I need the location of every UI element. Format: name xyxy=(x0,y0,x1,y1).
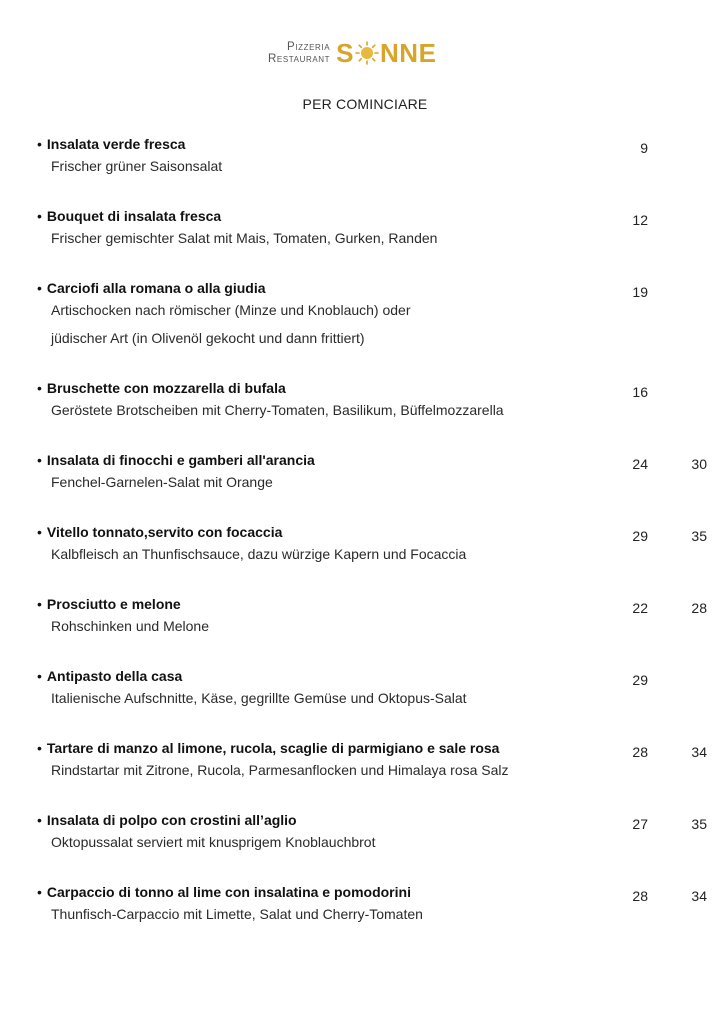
item-name: • Bouquet di insalata fresca xyxy=(37,208,717,224)
logo-line-pizzeria: Pizzeria xyxy=(287,41,331,53)
logo-line-restaurant: Restaurant xyxy=(268,53,331,65)
item-price-small: 19 xyxy=(632,284,648,300)
item-price-large: 30 xyxy=(691,456,707,472)
item-price-small: 28 xyxy=(632,744,648,760)
item-price-small: 27 xyxy=(632,816,648,832)
logo-brand xyxy=(336,38,436,69)
item-name: • Insalata di polpo con crostini all’aglio xyxy=(37,812,717,828)
item-description: Oktopussalat serviert mit knusprigem Knoblauchbrot xyxy=(51,834,376,850)
logo-subtitle xyxy=(268,41,330,65)
item-price-large: 35 xyxy=(691,816,707,832)
item-description: Frischer gemischter Salat mit Mais, Tomaten, Gurken, Randen xyxy=(51,230,438,246)
item-price-small: 12 xyxy=(632,212,648,228)
item-price-small: 28 xyxy=(632,888,648,904)
item-description: Fenchel-Garnelen-Salat mit Orange xyxy=(51,474,273,490)
item-name: • Insalata verde fresca xyxy=(37,136,717,152)
item-description: Italienische Aufschnitte, Käse, gegrillte Gemüse und Oktopus-Salat xyxy=(51,690,467,706)
item-price-small: 24 xyxy=(632,456,648,472)
item-name: • Antipasto della casa xyxy=(37,668,717,684)
item-name: • Prosciutto e melone xyxy=(37,596,717,612)
item-description: Rohschinken und Melone xyxy=(51,618,209,634)
item-name: • Insalata di finocchi e gamberi all'arancia xyxy=(37,452,717,468)
brand-letter-s: S xyxy=(336,37,355,68)
restaurant-logo xyxy=(268,38,458,68)
item-price-small: 22 xyxy=(632,600,648,616)
item-name: • Bruschette con mozzarella di bufala xyxy=(37,380,717,396)
item-description: Rindstartar mit Zitrone, Rucola, Parmesanflocken und Himalaya rosa Salz xyxy=(51,762,509,778)
brand-letters-nne: NNE xyxy=(380,37,437,68)
item-name: • Carpaccio di tonno al lime con insalatina e pomodorini xyxy=(37,884,717,900)
item-price-small: 29 xyxy=(632,672,648,688)
item-description: Kalbfleisch an Thunfischsauce, dazu würzige Kapern und Focaccia xyxy=(51,546,467,562)
item-name: • Carciofi alla romana o alla giudia xyxy=(37,280,717,296)
item-description: Geröstete Brotscheiben mit Cherry-Tomaten, Basilikum, Büffelmozzarella xyxy=(51,402,504,418)
sun-icon xyxy=(355,41,379,65)
item-price-small: 9 xyxy=(640,140,648,156)
item-price-small: 16 xyxy=(632,384,648,400)
item-description: Thunfisch-Carpaccio mit Limette, Salat und Cherry-Tomaten xyxy=(51,906,423,922)
item-price-large: 28 xyxy=(691,600,707,616)
item-price-large: 34 xyxy=(691,888,707,904)
item-description: Frischer grüner Saisonsalat xyxy=(51,158,223,174)
item-name: • Tartare di manzo al limone, rucola, scaglie di parmigiano e sale rosa xyxy=(37,740,717,756)
item-description: jüdischer Art (in Olivenöl gekocht und dann frittiert) xyxy=(51,330,365,346)
item-description: Artischocken nach römischer (Minze und Knoblauch) oder xyxy=(51,302,411,318)
item-name: • Vitello tonnato,servito con focaccia xyxy=(37,524,717,540)
section-title: PER COMINCIARE xyxy=(302,96,428,112)
item-price-large: 35 xyxy=(691,528,707,544)
item-price-large: 34 xyxy=(691,744,707,760)
item-price-small: 29 xyxy=(632,528,648,544)
